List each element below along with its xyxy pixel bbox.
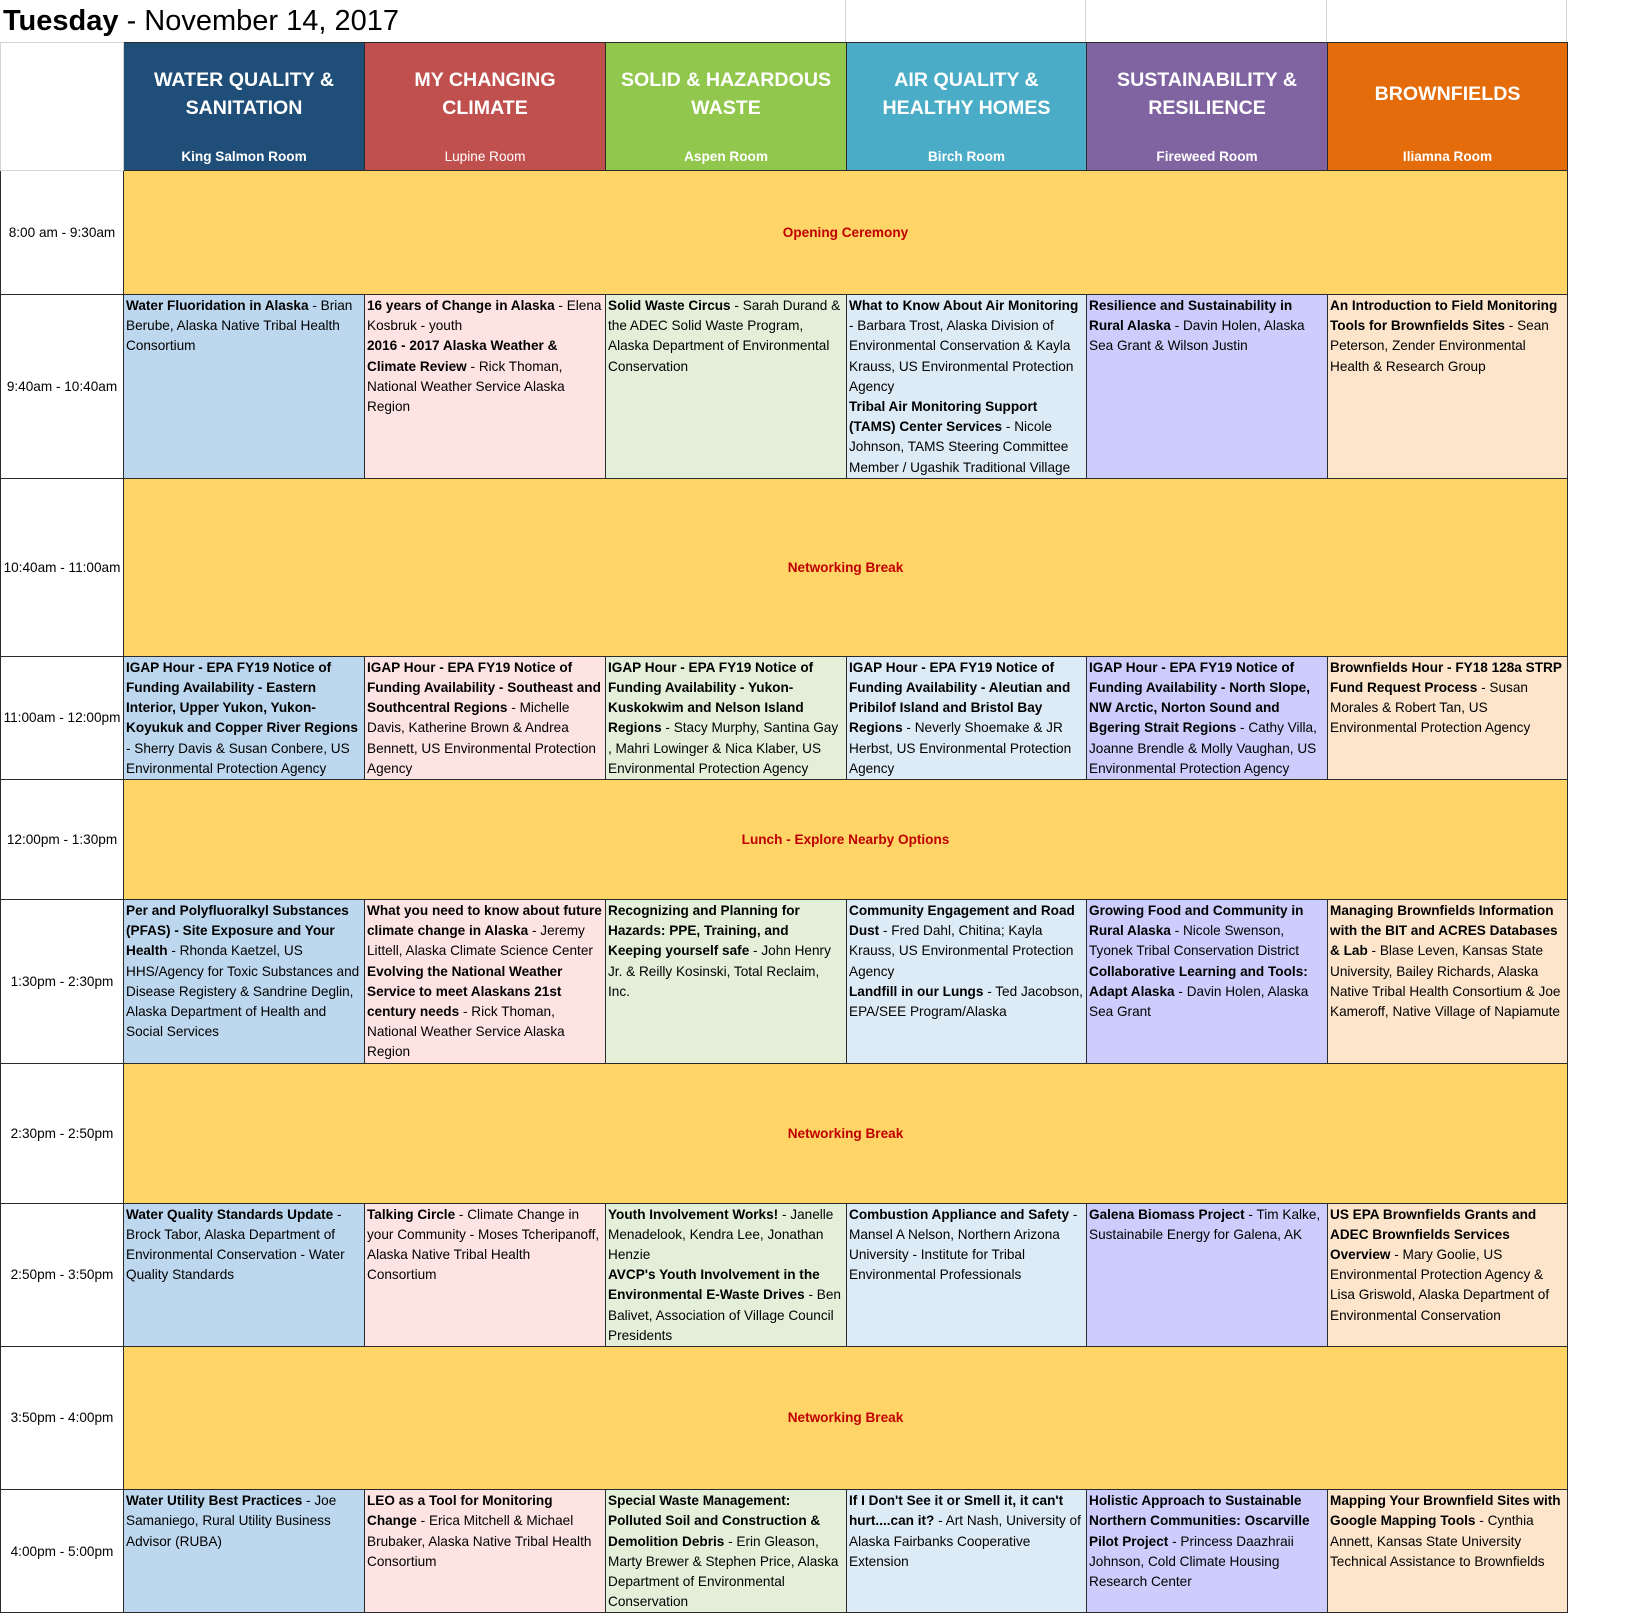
spacer-cell bbox=[1568, 656, 1632, 779]
session-title: Resilience and Sustainability in Rural Alaska bbox=[1089, 298, 1292, 333]
session-presenters: - Ted Jacobson, EPA/SEE Program/Alaska bbox=[849, 984, 1083, 1019]
session-entry bbox=[608, 901, 844, 1002]
title-date: November 14, 2017 bbox=[144, 5, 399, 37]
break-row bbox=[1, 171, 1632, 295]
session-title: Solid Waste Circus bbox=[608, 298, 731, 313]
session-title: Tribal Air Monitoring Support (TAMS) Center Services bbox=[849, 399, 1037, 434]
session-presenters: - Davin Holen, Alaska Sea Grant & Wilson Justin bbox=[1089, 318, 1305, 353]
track-header-sustainability bbox=[1087, 43, 1328, 171]
spacer-cell bbox=[1568, 1490, 1632, 1613]
session-row bbox=[1, 1203, 1632, 1346]
session-entry bbox=[849, 296, 1084, 397]
session-cell-sustainability bbox=[1087, 900, 1328, 1064]
break-row bbox=[1, 1347, 1632, 1490]
session-presenters: - Sherry Davis & Susan Conbere, US Environmental Protection Agency bbox=[126, 741, 350, 776]
time-slot: 10:40am - 11:00am bbox=[1, 478, 124, 656]
session-entry bbox=[1330, 901, 1565, 1022]
session-cell-sustainability bbox=[1087, 295, 1328, 479]
session-presenters: - Jeremy Littell, Alaska Climate Science Center bbox=[367, 923, 593, 958]
session-title: Water Fluoridation in Alaska bbox=[126, 298, 309, 313]
session-presenters: - Elena Kosbruk - youth bbox=[367, 298, 601, 333]
session-entry bbox=[126, 296, 362, 357]
spacer-cell bbox=[1568, 1347, 1632, 1490]
session-cell-changing-climate bbox=[365, 656, 606, 779]
session-presenters: - Climate Change in your Community - Moses Tcheripanoff, Alaska Native Tribal Health Consortium bbox=[367, 1207, 599, 1283]
track-title: MY CHANGING CLIMATE bbox=[367, 44, 603, 144]
time-slot: 4:00pm - 5:00pm bbox=[1, 1490, 124, 1613]
session-title: Per and Polyfluoralkyl Substances (PFAS) - Site Exposure and Your Health bbox=[126, 903, 349, 958]
session-presenters: - Sean Peterson, Zender Environmental Health & Research Group bbox=[1330, 318, 1549, 373]
session-entry bbox=[608, 1491, 844, 1612]
session-presenters: - Sarah Durand & the ADEC Solid Waste Program, Alaska Department of Environmental Conservation bbox=[608, 298, 840, 374]
page-title bbox=[0, 0, 633, 42]
session-title: Managing Brownfields Information with the BIT and ACRES Databases & Lab bbox=[1330, 903, 1558, 958]
session-presenters: - Nicole Johnson, TAMS Steering Committee Member / Ugashik Traditional Village bbox=[849, 419, 1070, 474]
session-entry bbox=[608, 1265, 844, 1346]
session-cell-air-quality bbox=[847, 656, 1087, 779]
session-presenters: - Rick Thoman, National Weather Service Alaska Region bbox=[367, 1004, 565, 1059]
session-title: IGAP Hour - EPA FY19 Notice of Funding Availability - North Slope, NW Arctic, Norton Sound and Bgering Strait Regions bbox=[1089, 660, 1310, 736]
break-label: Networking Break bbox=[124, 478, 1568, 656]
session-presenters: - Joe Samaniego, Rural Utility Business Advisor (RUBA) bbox=[126, 1493, 336, 1548]
session-cell-solid-waste bbox=[606, 295, 847, 479]
session-cell-water-quality bbox=[124, 656, 365, 779]
track-room: Fireweed Room bbox=[1089, 144, 1325, 170]
session-presenters: - Stacy Murphy, Santina Gay , Mahri Lowinger & Nica Klaber, US Environmental Protection Agency bbox=[608, 720, 838, 775]
session-entry bbox=[608, 658, 844, 779]
session-entry bbox=[367, 1491, 603, 1572]
track-room: Iliamna Room bbox=[1330, 144, 1565, 170]
session-title: If I Don't See it or Smell it, it can't hurt....can it? bbox=[849, 1493, 1063, 1528]
session-entry bbox=[367, 336, 603, 417]
session-title: AVCP's Youth Involvement in the Environmental E-Waste Drives bbox=[608, 1267, 820, 1302]
session-cell-solid-waste bbox=[606, 656, 847, 779]
session-title: Holistic Approach to Sustainable Northern Communities: Oscarville Pilot Project bbox=[1089, 1493, 1310, 1548]
session-presenters: - Art Nash, University of Alaska Fairbanks Cooperative Extension bbox=[849, 1513, 1081, 1568]
break-label: Lunch - Explore Nearby Options bbox=[124, 780, 1568, 900]
session-entry bbox=[1089, 1491, 1325, 1592]
session-cell-brownfields bbox=[1328, 1490, 1568, 1613]
spacer-cell bbox=[1568, 1063, 1632, 1203]
session-presenters: - Barbara Trost, Alaska Division of Environmental Conservation & Kayla Krauss, US Environmental Protection Agency bbox=[849, 318, 1073, 394]
schedule-table bbox=[0, 42, 1632, 1613]
session-entry bbox=[849, 982, 1084, 1022]
spacer-cell bbox=[1568, 295, 1632, 479]
session-title: 16 years of Change in Alaska bbox=[367, 298, 555, 313]
break-label: Opening Ceremony bbox=[124, 171, 1568, 295]
session-row bbox=[1, 1490, 1632, 1613]
break-row bbox=[1, 1063, 1632, 1203]
session-entry bbox=[849, 1205, 1084, 1286]
session-title: LEO as a Tool for Monitoring Change bbox=[367, 1493, 553, 1528]
session-entry bbox=[367, 296, 603, 336]
session-cell-air-quality bbox=[847, 900, 1087, 1064]
session-presenters: - Fred Dahl, Chitina; Kayla Krauss, US Environmental Protection Agency bbox=[849, 923, 1073, 978]
session-title: Landfill in our Lungs bbox=[849, 984, 983, 999]
track-room: Lupine Room bbox=[367, 144, 603, 170]
track-title: AIR QUALITY & HEALTHY HOMES bbox=[849, 44, 1084, 144]
session-presenters: - Neverly Shoemake & JR Herbst, US Environmental Protection Agency bbox=[849, 720, 1071, 775]
session-cell-changing-climate bbox=[365, 900, 606, 1064]
session-title: IGAP Hour - EPA FY19 Notice of Funding Availability - Eastern Interior, Upper Yukon, Yukon-Koyukuk and Copper River Regions bbox=[126, 660, 358, 736]
session-entry bbox=[1330, 1491, 1565, 1572]
session-title: US EPA Brownfields Grants and ADEC Brownfields Services Overview bbox=[1330, 1207, 1536, 1262]
session-title: What you need to know about future climate change in Alaska bbox=[367, 903, 602, 938]
header-gridline bbox=[846, 0, 1086, 42]
time-slot: 9:40am - 10:40am bbox=[1, 295, 124, 479]
time-slot: 2:30pm - 2:50pm bbox=[1, 1063, 124, 1203]
session-presenters: - Davin Holen, Alaska Sea Grant bbox=[1089, 984, 1308, 1019]
session-title: IGAP Hour - EPA FY19 Notice of Funding Availability - Aleutian and Pribilof Island and Bristol Bay Regions bbox=[849, 660, 1070, 736]
session-presenters: - John Henry Jr. & Reilly Kosinski, Total Reclaim, Inc. bbox=[608, 943, 831, 998]
session-title: Collaborative Learning and Tools: Adapt Alaska bbox=[1089, 964, 1308, 999]
session-entry bbox=[1089, 962, 1325, 1023]
header-gridline bbox=[605, 0, 846, 42]
session-cell-water-quality bbox=[124, 900, 365, 1064]
session-cell-brownfields bbox=[1328, 656, 1568, 779]
session-cell-sustainability bbox=[1087, 656, 1328, 779]
session-presenters: - Michelle Davis, Katherine Brown & Andrea Bennett, US Environmental Protection Agency bbox=[367, 700, 596, 776]
title-day: Tuesday bbox=[3, 5, 119, 37]
time-slot: 12:00pm - 1:30pm bbox=[1, 780, 124, 900]
session-entry bbox=[126, 658, 362, 779]
session-row bbox=[1, 295, 1632, 479]
break-row bbox=[1, 478, 1632, 656]
session-entry bbox=[608, 296, 844, 377]
session-cell-changing-climate bbox=[365, 1203, 606, 1346]
track-room: Birch Room bbox=[849, 144, 1084, 170]
session-cell-brownfields bbox=[1328, 1203, 1568, 1346]
session-entry bbox=[1089, 658, 1325, 779]
track-header-changing-climate bbox=[365, 43, 606, 171]
session-title: Water Quality Standards Update bbox=[126, 1207, 333, 1222]
spacer-cell bbox=[1568, 43, 1632, 171]
session-title: IGAP Hour - EPA FY19 Notice of Funding Availability - Southeast and Southcentral Regions bbox=[367, 660, 601, 715]
corner-cell bbox=[1, 43, 124, 171]
session-cell-sustainability bbox=[1087, 1203, 1328, 1346]
session-row bbox=[1, 656, 1632, 779]
session-row bbox=[1, 900, 1632, 1064]
session-presenters: - Nicole Swenson, Tyonek Tribal Conservation District bbox=[1089, 923, 1299, 958]
spacer-cell bbox=[1568, 478, 1632, 656]
break-label: Networking Break bbox=[124, 1063, 1568, 1203]
session-presenters: - Rick Thoman, National Weather Service Alaska Region bbox=[367, 359, 565, 414]
session-presenters: - Cynthia Annett, Kansas State University Technical Assistance to Brownfields bbox=[1330, 1513, 1545, 1568]
session-presenters: - Tim Kalke, Sustainabile Energy for Galena, AK bbox=[1089, 1207, 1320, 1242]
session-presenters: - Princess Daazhraii Johnson, Cold Climate Housing Research Center bbox=[1089, 1534, 1294, 1589]
session-presenters: - Janelle Menadelook, Kendra Lee, Jonathan Henzie bbox=[608, 1207, 833, 1262]
session-entry bbox=[367, 962, 603, 1063]
session-title: Growing Food and Community in Rural Alaska bbox=[1089, 903, 1303, 938]
track-title: BROWNFIELDS bbox=[1330, 44, 1565, 144]
time-slot: 11:00am - 12:00pm bbox=[1, 656, 124, 779]
track-header-air-quality bbox=[847, 43, 1087, 171]
break-row bbox=[1, 780, 1632, 900]
track-header-solid-waste bbox=[606, 43, 847, 171]
session-cell-water-quality bbox=[124, 1490, 365, 1613]
session-presenters: - Cathy Villa, Joanne Brendle & Molly Vaughan, US Environmental Protection Agency bbox=[1089, 720, 1317, 775]
session-title: Combustion Appliance and Safety bbox=[849, 1207, 1069, 1222]
session-entry bbox=[1330, 1205, 1565, 1326]
session-cell-air-quality bbox=[847, 295, 1087, 479]
track-room: King Salmon Room bbox=[126, 144, 362, 170]
session-title: An Introduction to Field Monitoring Tools for Brownfields Sites bbox=[1330, 298, 1557, 333]
session-title: Brownfields Hour - FY18 128a STRP Fund Request Process bbox=[1330, 660, 1562, 695]
session-entry bbox=[849, 1491, 1084, 1572]
session-presenters: - Rhonda Kaetzel, US HHS/Agency for Toxic Substances and Disease Registery & Sandrine Deglin, Alaska Department of Health and Social Services bbox=[126, 943, 359, 1039]
time-slot: 3:50pm - 4:00pm bbox=[1, 1347, 124, 1490]
title-separator: - bbox=[119, 5, 145, 37]
session-presenters: - Mary Goolie, US Environmental Protection Agency & Lisa Griswold, Alaska Department of Environmental Conservation bbox=[1330, 1247, 1549, 1323]
session-entry bbox=[367, 658, 603, 779]
session-presenters: - Erin Gleason, Marty Brewer & Stephen Price, Alaska Department of Environmental Conservation bbox=[608, 1534, 838, 1610]
time-slot: 1:30pm - 2:30pm bbox=[1, 900, 124, 1064]
session-title: Community Engagement and Road Dust bbox=[849, 903, 1075, 938]
session-title: IGAP Hour - EPA FY19 Notice of Funding Availability - Yukon-Kuskokwim and Nelson Island Regions bbox=[608, 660, 813, 736]
time-slot: 2:50pm - 3:50pm bbox=[1, 1203, 124, 1346]
session-presenters: - Erica Mitchell & Michael Brubaker, Alaska Native Tribal Health Consortium bbox=[367, 1513, 591, 1568]
header-gridline bbox=[1086, 0, 1327, 42]
spacer-cell bbox=[1568, 1203, 1632, 1346]
session-presenters: - Brock Tabor, Alaska Department of Environmental Conservation - Water Quality Standards bbox=[126, 1207, 345, 1283]
track-title: WATER QUALITY & SANITATION bbox=[126, 44, 362, 144]
track-title: SOLID & HAZARDOUS WASTE bbox=[608, 44, 844, 144]
session-title: What to Know About Air Monitoring bbox=[849, 298, 1078, 313]
session-entry bbox=[849, 901, 1084, 982]
session-cell-changing-climate bbox=[365, 1490, 606, 1613]
session-entry bbox=[608, 1205, 844, 1266]
session-entry bbox=[126, 1205, 362, 1286]
session-title: Special Waste Management: Polluted Soil and Construction & Demolition Debris bbox=[608, 1493, 820, 1548]
session-entry bbox=[1089, 901, 1325, 962]
session-cell-solid-waste bbox=[606, 1203, 847, 1346]
session-title: Recognizing and Planning for Hazards: PPE, Training, and Keeping yourself safe bbox=[608, 903, 800, 958]
session-presenters: - Brian Berube, Alaska Native Tribal Health Consortium bbox=[126, 298, 352, 353]
session-cell-air-quality bbox=[847, 1203, 1087, 1346]
spacer-cell bbox=[1568, 780, 1632, 900]
session-presenters: - Ben Balivet, Association of Village Council Presidents bbox=[608, 1287, 841, 1342]
spacer-cell bbox=[1568, 900, 1632, 1064]
track-room: Aspen Room bbox=[608, 144, 844, 170]
break-label: Networking Break bbox=[124, 1347, 1568, 1490]
session-presenters: - Mansel A Nelson, Northern Arizona University - Institute for Tribal Environmental Professionals bbox=[849, 1207, 1077, 1283]
session-cell-changing-climate bbox=[365, 295, 606, 479]
time-slot: 8:00 am - 9:30am bbox=[1, 171, 124, 295]
session-title: Water Utility Best Practices bbox=[126, 1493, 302, 1508]
header-gridline bbox=[1327, 0, 1567, 42]
session-cell-water-quality bbox=[124, 295, 365, 479]
session-cell-solid-waste bbox=[606, 1490, 847, 1613]
track-header-water-quality bbox=[124, 43, 365, 171]
session-title: Mapping Your Brownfield Sites with Google Mapping Tools bbox=[1330, 1493, 1561, 1528]
session-entry bbox=[1330, 658, 1565, 739]
session-presenters: - Blase Leven, Kansas State University, Bailey Richards, Alaska Native Tribal Health Consortium & Joe Kameroff, Native Village of Napiamute bbox=[1330, 943, 1560, 1019]
session-cell-water-quality bbox=[124, 1203, 365, 1346]
session-title: Galena Biomass Project bbox=[1089, 1207, 1245, 1222]
session-entry bbox=[1330, 296, 1565, 377]
session-entry bbox=[849, 397, 1084, 478]
session-title: Youth Involvement Works! bbox=[608, 1207, 778, 1222]
session-entry bbox=[1089, 1205, 1325, 1245]
track-header-brownfields bbox=[1328, 43, 1568, 171]
session-cell-sustainability bbox=[1087, 1490, 1328, 1613]
session-title: Evolving the National Weather Service to meet Alaskans 21st century needs bbox=[367, 964, 562, 1019]
session-cell-brownfields bbox=[1328, 900, 1568, 1064]
session-entry bbox=[849, 658, 1084, 779]
session-entry bbox=[367, 1205, 603, 1286]
session-title: 2016 - 2017 Alaska Weather & Climate Review bbox=[367, 338, 557, 373]
track-title: SUSTAINABILITY & RESILIENCE bbox=[1089, 44, 1325, 144]
session-entry bbox=[1089, 296, 1325, 357]
session-title: Talking Circle bbox=[367, 1207, 455, 1222]
session-presenters: - Susan Morales & Robert Tan, US Environmental Protection Agency bbox=[1330, 680, 1530, 735]
spacer-cell bbox=[1568, 171, 1632, 295]
session-entry bbox=[126, 1491, 362, 1552]
session-cell-brownfields bbox=[1328, 295, 1568, 479]
session-cell-solid-waste bbox=[606, 900, 847, 1064]
session-entry bbox=[367, 901, 603, 962]
session-entry bbox=[126, 901, 362, 1042]
session-cell-air-quality bbox=[847, 1490, 1087, 1613]
